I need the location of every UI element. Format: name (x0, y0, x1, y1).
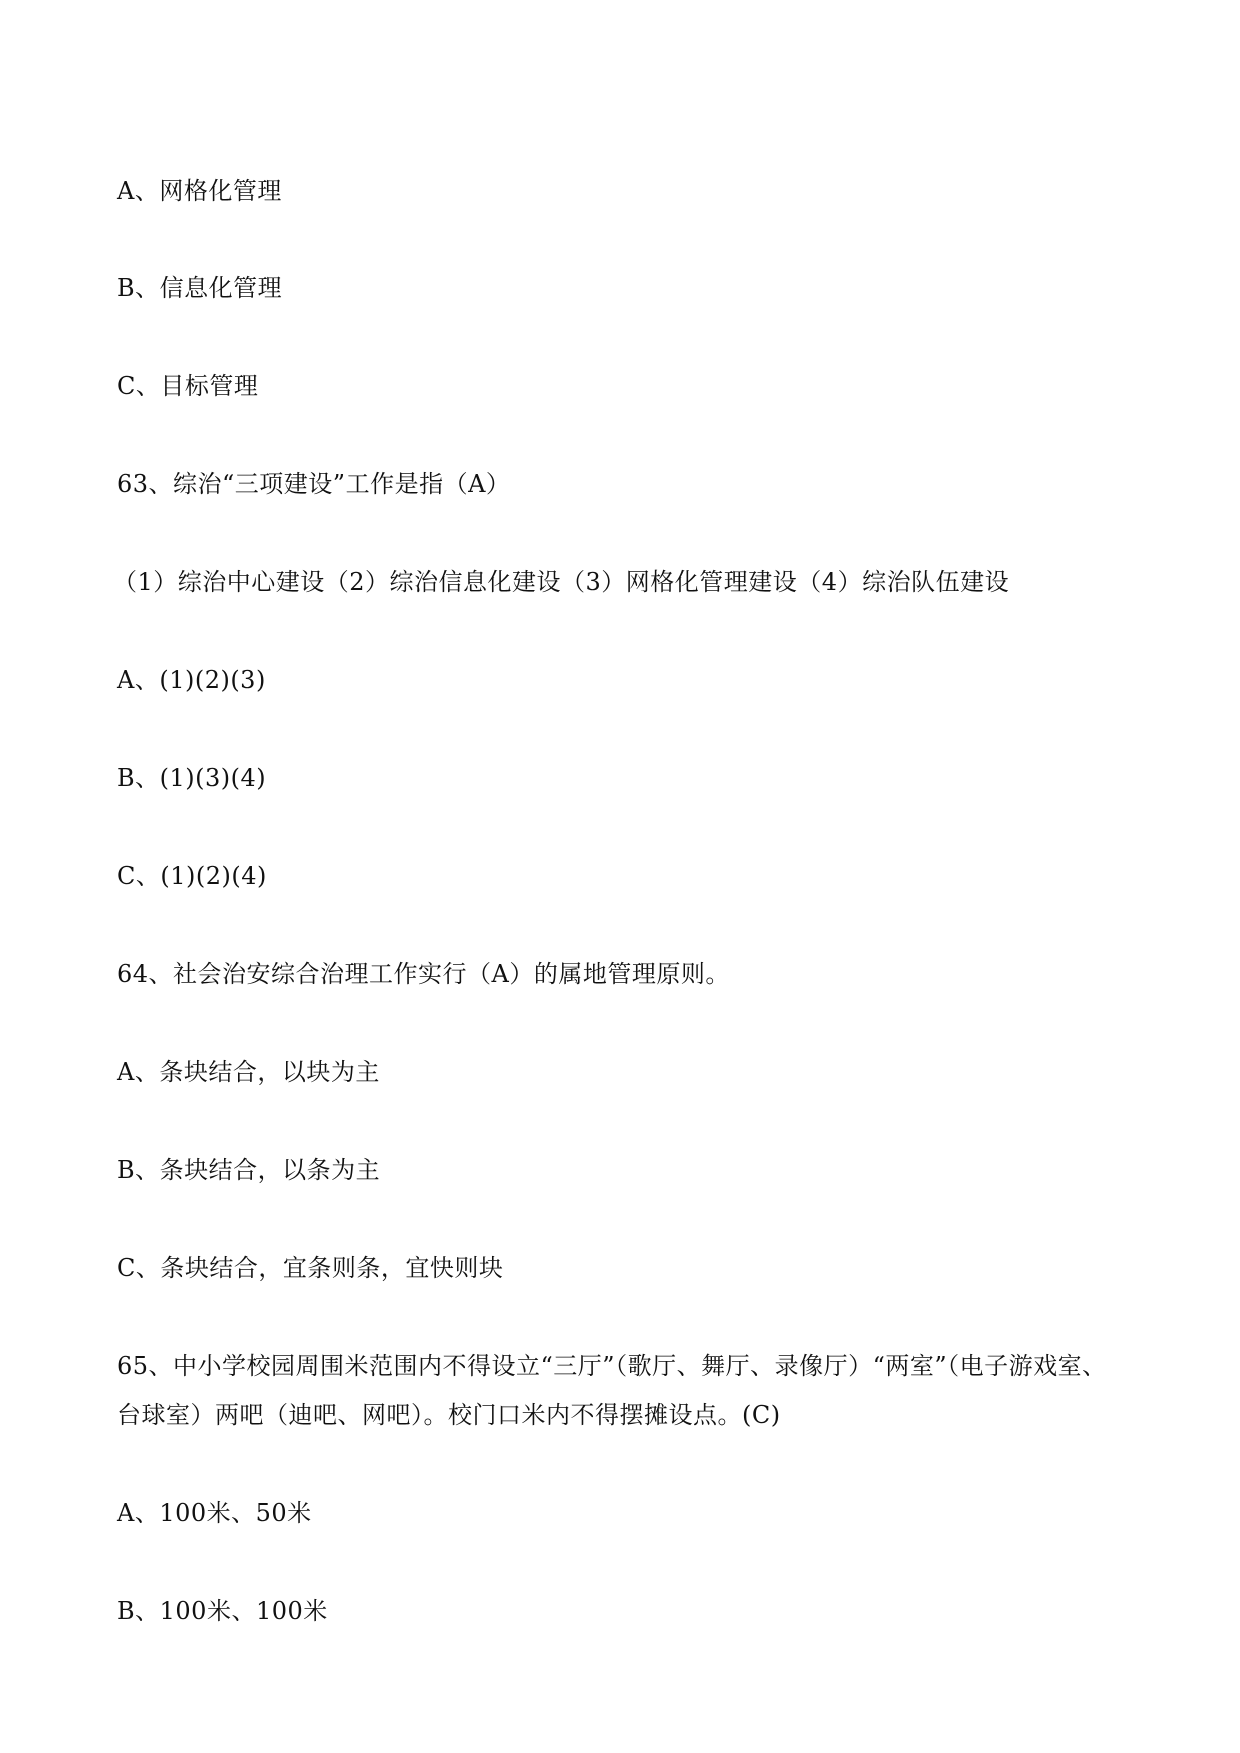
q63-option-b: B、(1)(3)(4) (117, 764, 267, 792)
q62-option-b: B、信息化管理 (117, 274, 283, 302)
question-63: 63、综治“三项建设”工作是指（A） (117, 470, 511, 498)
q63-option-a: A、(1)(2)(3) (117, 666, 266, 694)
question-65-line-1: 65、中小学校园周围米范围内不得设立“三厅”（歌厅、舞厅、录像厅）“两室”（电子游戏室、 (117, 1352, 1107, 1380)
q63-option-c: C、(1)(2)(4) (117, 862, 267, 890)
q64-option-b: B、条块结合，以条为主 (117, 1156, 381, 1184)
q65-option-a: A、100米、50米 (117, 1499, 312, 1527)
question-63-items: （1）综治中心建设（2）综治信息化建设（3）网格化管理建设（4）综治队伍建设 (113, 568, 1010, 596)
q62-option-c: C、目标管理 (117, 372, 259, 400)
question-65-line-2: 台球室）两吧（迪吧、网吧）。校门口米内不得摆摊设点。(C) (117, 1401, 781, 1429)
q65-option-b: B、100米、100米 (117, 1597, 328, 1625)
question-64: 64、社会治安综合治理工作实行（A）的属地管理原则。 (117, 960, 730, 988)
q64-option-a: A、条块结合，以块为主 (117, 1058, 380, 1086)
q64-option-c: C、条块结合，宜条则条，宜快则块 (117, 1254, 504, 1282)
q62-option-a: A、网格化管理 (117, 177, 282, 205)
